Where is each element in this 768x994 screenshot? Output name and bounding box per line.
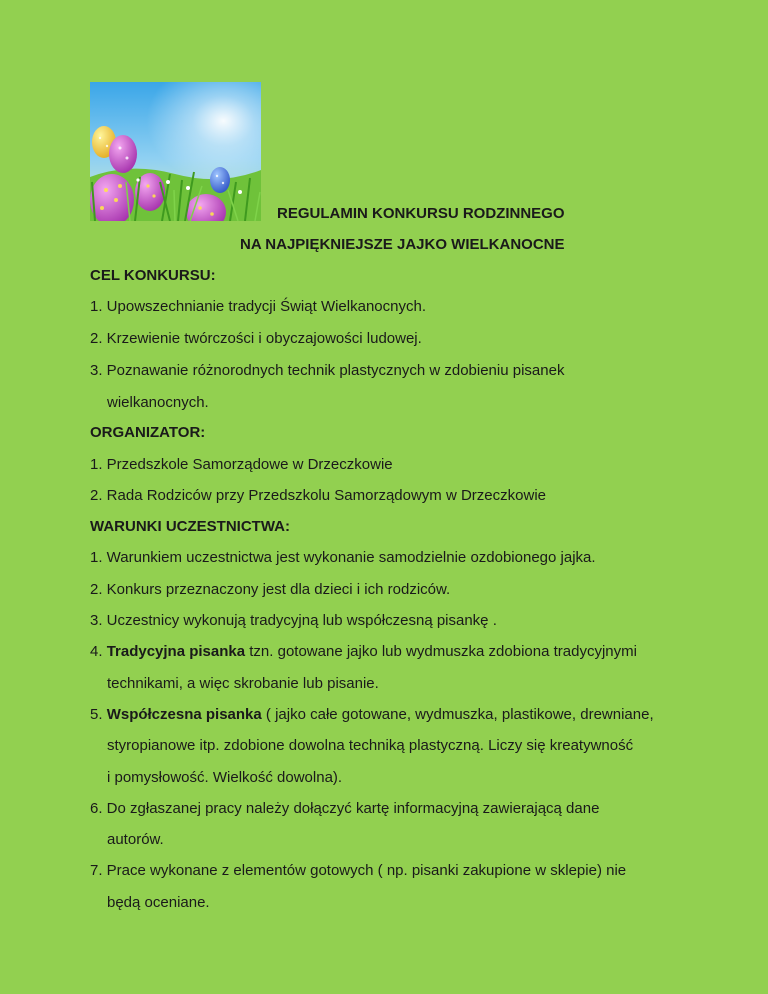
conditions-item-6-cont: autorów.: [107, 831, 164, 848]
goal-item-1: 1. Upowszechnianie tradycji Świąt Wielkanocnych.: [90, 298, 426, 315]
conditions-item-5-cont-1: styropianowe itp. zdobione dowolna techniką plastyczną. Liczy się kreatywność: [107, 737, 634, 754]
item-5-bold-term: Współczesna pisanka: [106, 706, 262, 723]
title-line-2: NA NAJPIĘKNIEJSZE JAJKO WIELKANOCNE: [240, 236, 565, 253]
item-4-text: tzn. gotowane jajko lub wydmuszka zdobiona tradycyjnymi: [245, 643, 637, 660]
conditions-item-5: [90, 706, 654, 724]
goal-item-3-cont: wielkanocnych.: [107, 394, 209, 411]
conditions-item-7-cont: będą oceniane.: [107, 894, 210, 911]
conditions-item-1: 1. Warunkiem uczestnictwa jest wykonanie samodzielnie ozdobionego jajka.: [90, 549, 596, 566]
organizer-item-1: 1. Przedszkole Samorządowe w Drzeczkowie: [90, 456, 393, 473]
organizer-heading: ORGANIZATOR:: [90, 424, 206, 441]
conditions-item-7: 7. Prace wykonane z elementów gotowych ( np. pisanki zakupione w sklepie) nie: [90, 862, 627, 879]
item-4-number: 4.: [90, 643, 107, 660]
goal-item-3: 3. Poznawanie różnorodnych technik plastycznych w zdobieniu pisanek: [90, 362, 565, 379]
conditions-item-3: 3. Uczestnicy wykonują tradycyjną lub współczesną pisankę .: [90, 612, 497, 629]
item-5-number: 5.: [90, 706, 107, 723]
item-5-text: ( jajko całe gotowane, wydmuszka, plastikowe, drewniane,: [261, 706, 654, 723]
item-4-bold-term: Tradycyjna pisanka: [106, 643, 246, 660]
goal-heading: CEL KONKURSU:: [90, 267, 216, 284]
goal-item-2: 2. Krzewienie twórczości i obyczajowości ludowej.: [90, 330, 422, 347]
conditions-heading: WARUNKI UCZESTNICTWA:: [90, 518, 290, 535]
conditions-item-5-cont-2: i pomysłowość. Wielkość dowolna).: [107, 769, 343, 786]
conditions-item-6: 6. Do zgłaszanej pracy należy dołączyć kartę informacyjną zawierającą dane: [90, 800, 600, 817]
conditions-item-4: [90, 643, 637, 661]
conditions-item-4-cont: technikami, a więc skrobanie lub pisanie.: [107, 675, 379, 692]
easter-eggs-photo: [90, 82, 261, 221]
organizer-item-2: 2. Rada Rodziców przy Przedszkolu Samorządowym w Drzeczkowie: [90, 487, 546, 504]
conditions-item-2: 2. Konkurs przeznaczony jest dla dzieci i ich rodziców.: [90, 581, 451, 598]
title-line-1: REGULAMIN KONKURSU RODZINNEGO: [277, 205, 565, 222]
